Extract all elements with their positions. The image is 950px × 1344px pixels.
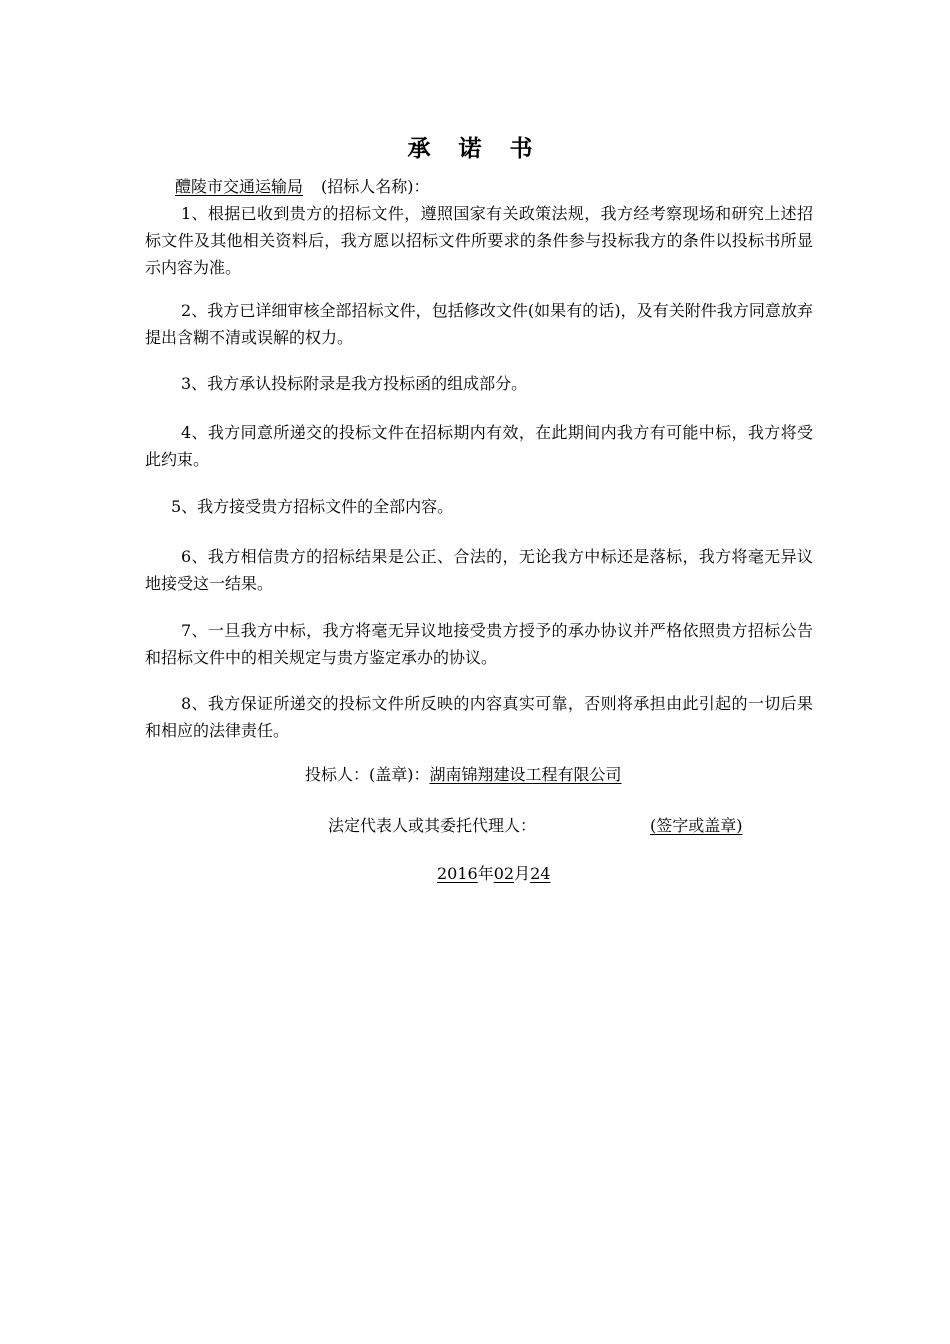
commitment-paragraph-8: 8、我方保证所递交的投标文件所反映的内容真实可靠，否则将承担由此引起的一切后果和相应的法律责任。 <box>145 694 813 740</box>
addressee-suffix: (招标人名称)： <box>321 177 430 196</box>
commitment-paragraph-4: 4、我方同意所递交的投标文件在招标期内有效，在此期间内我方有可能中标，我方将受此约束。 <box>145 423 813 469</box>
addressee-name: 醴陵市交通运输局 <box>175 177 304 196</box>
page-title: 承 诺 书 <box>407 136 543 162</box>
bidder-line <box>305 763 700 787</box>
commitment-paragraph-5: 5、我方接受贵方招标文件的全部内容。 <box>171 497 454 516</box>
date-line <box>437 862 550 886</box>
commitment-paragraph-7: 7、一旦我方中标，我方将毫无异议地接受贵方授予的承办协议并严格依照贵方招标公告和招标文件中的相关规定与贵方鉴定承办的协议。 <box>145 621 813 667</box>
representative-signature-field <box>536 816 743 835</box>
representative-label: 法定代表人或其委托代理人： <box>328 816 537 835</box>
date-day: 24 <box>530 864 551 883</box>
commitment-paragraph-2: 2、我方已详细审核全部招标文件，包括修改文件(如果有的话)，及有关附件我方同意放弃提出含糊不清或误解的权力。 <box>145 301 813 347</box>
representative-line <box>328 814 743 838</box>
bidder-company: 湖南锦翔建设工程有限公司 <box>429 765 622 784</box>
date-month: 02 <box>493 864 515 883</box>
addressee-line <box>157 175 430 199</box>
representative-note: (签字或盖章) <box>650 816 743 835</box>
date-year-unit: 年 <box>477 864 494 883</box>
commitment-paragraph-3: 3、我方承认投标附录是我方投标函的组成部分。 <box>181 374 528 393</box>
date-month-unit: 月 <box>514 864 531 883</box>
bidder-label: 投标人：(盖章)： <box>305 765 430 784</box>
commitment-paragraph-6: 6、我方相信贵方的招标结果是公正、合法的，无论我方中标还是落标，我方将毫无异议地接受这一结果。 <box>145 547 813 593</box>
commitment-paragraph-1: 1、根据已收到贵方的招标文件，遵照国家有关政策法规，我方经考察现场和研究上述招标文件及其他相关资料后，我方愿以招标文件所要求的条件参与投标我方的条件以投标书所显示内容为准。 <box>145 204 813 277</box>
date-year: 2016 <box>437 864 478 883</box>
